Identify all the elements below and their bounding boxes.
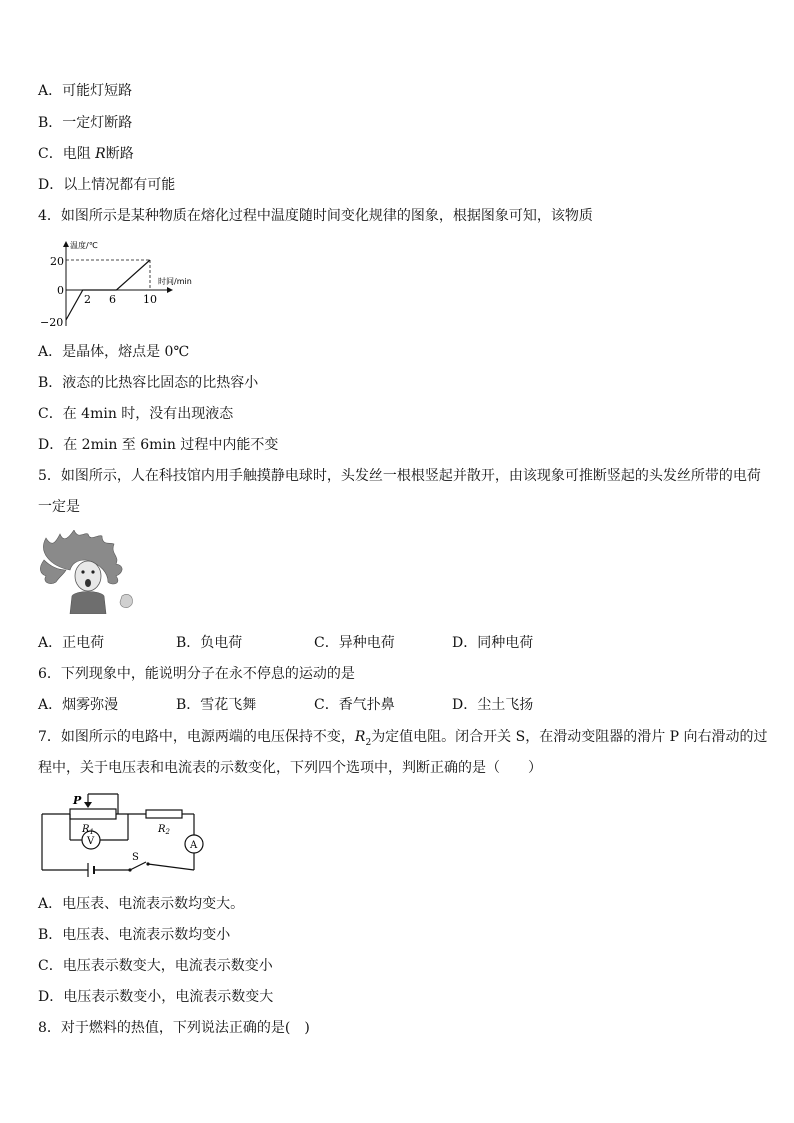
q5-stem: 5．如图所示，人在科技馆内用手触摸静电球时，头发丝一根根竖起并散开，由该现象可推断竖起的头发丝所带的电荷 [38,468,761,484]
label-r1: $R_1$ [82,824,94,836]
q4-stem: 4．如图所示是某种物质在熔化过程中温度随时间变化规律的图象，根据图象可知，该物质 [38,208,593,224]
resistor-r2 [146,810,182,818]
q4-option-b: B．液态的比热容比固态的比热容小 [38,375,259,391]
x-tick-10: 10 [143,293,157,306]
static-hair-illustration [36,530,136,614]
q3-option-c: C．电阻 R断路 [38,146,134,162]
y-tick-0: 0 [57,284,64,297]
x-axis-label: 时间/min [158,277,192,286]
q5-option-d: D．同种电荷 [452,635,534,651]
label-r2: $R_2$ [158,824,170,836]
q7-option-b: B．电压表、电流表示数均变小 [38,927,231,943]
label-s: S [132,852,139,863]
q6-option-c: C．香气扑鼻 [314,697,395,713]
label-p: P [73,794,82,807]
q8-stem: 8．对于燃料的热值，下列说法正确的是( ) [38,1020,310,1036]
q7-stem: 7．如图所示的电路中，电源两端的电压保持不变，$R_2$为定值电阻。闭合开关 S，在滑动变阻器的滑片 P 向右滑动的过 [38,729,768,748]
y-tick-20: 20 [50,255,64,268]
q3-option-a: A．可能灯短路 [38,83,133,99]
q5-stem-continued: 一定是 [38,499,80,515]
q4-option-a: A．是晶体，熔点是 0℃ [38,344,190,360]
melting-chart [30,238,205,330]
q6-option-a: A．烟雾弥漫 [38,697,119,713]
label-v: V [87,836,95,847]
q4-option-d: D．在 2min 至 6min 过程中内能不变 [38,437,279,453]
body [70,592,106,615]
label-a: A [190,840,198,851]
q5-option-c: C．异种电荷 [314,635,395,651]
y-axis-label: 温度/℃ [70,241,98,250]
x-tick-2: 2 [84,293,91,306]
q7-stem-continued: 程中，关于电压表和电流表的示数变化，下列四个选项中，判断正确的是（ ） [38,760,542,776]
q3-option-d: D．以上情况都有可能 [38,177,176,193]
circuit-diagram [36,788,216,878]
y-tick-neg20: −20 [40,316,64,329]
q5-option-b: B．负电荷 [176,635,243,651]
q6-option-b: B．雪花飞舞 [176,697,257,713]
q6-option-d: D．尘土飞扬 [452,697,534,713]
x-tick-6: 6 [109,293,116,306]
q5-option-a: A．正电荷 [38,635,105,651]
q4-option-c: C．在 4min 时，没有出现液态 [38,406,234,422]
hand [120,594,132,607]
slider-arrow [84,802,92,808]
q6-stem: 6．下列现象中，能说明分子在永不停息的运动的是 [38,666,355,682]
q3-option-b: B．一定灯断路 [38,115,133,131]
resistor-r1 [70,809,116,819]
q7-option-a: A．电压表、电流表示数均变大。 [38,896,245,912]
q7-option-c: C．电压表示数变大，电流表示数变小 [38,958,273,974]
q7-option-d: D．电压表示数变小，电流表示数变大 [38,989,274,1005]
